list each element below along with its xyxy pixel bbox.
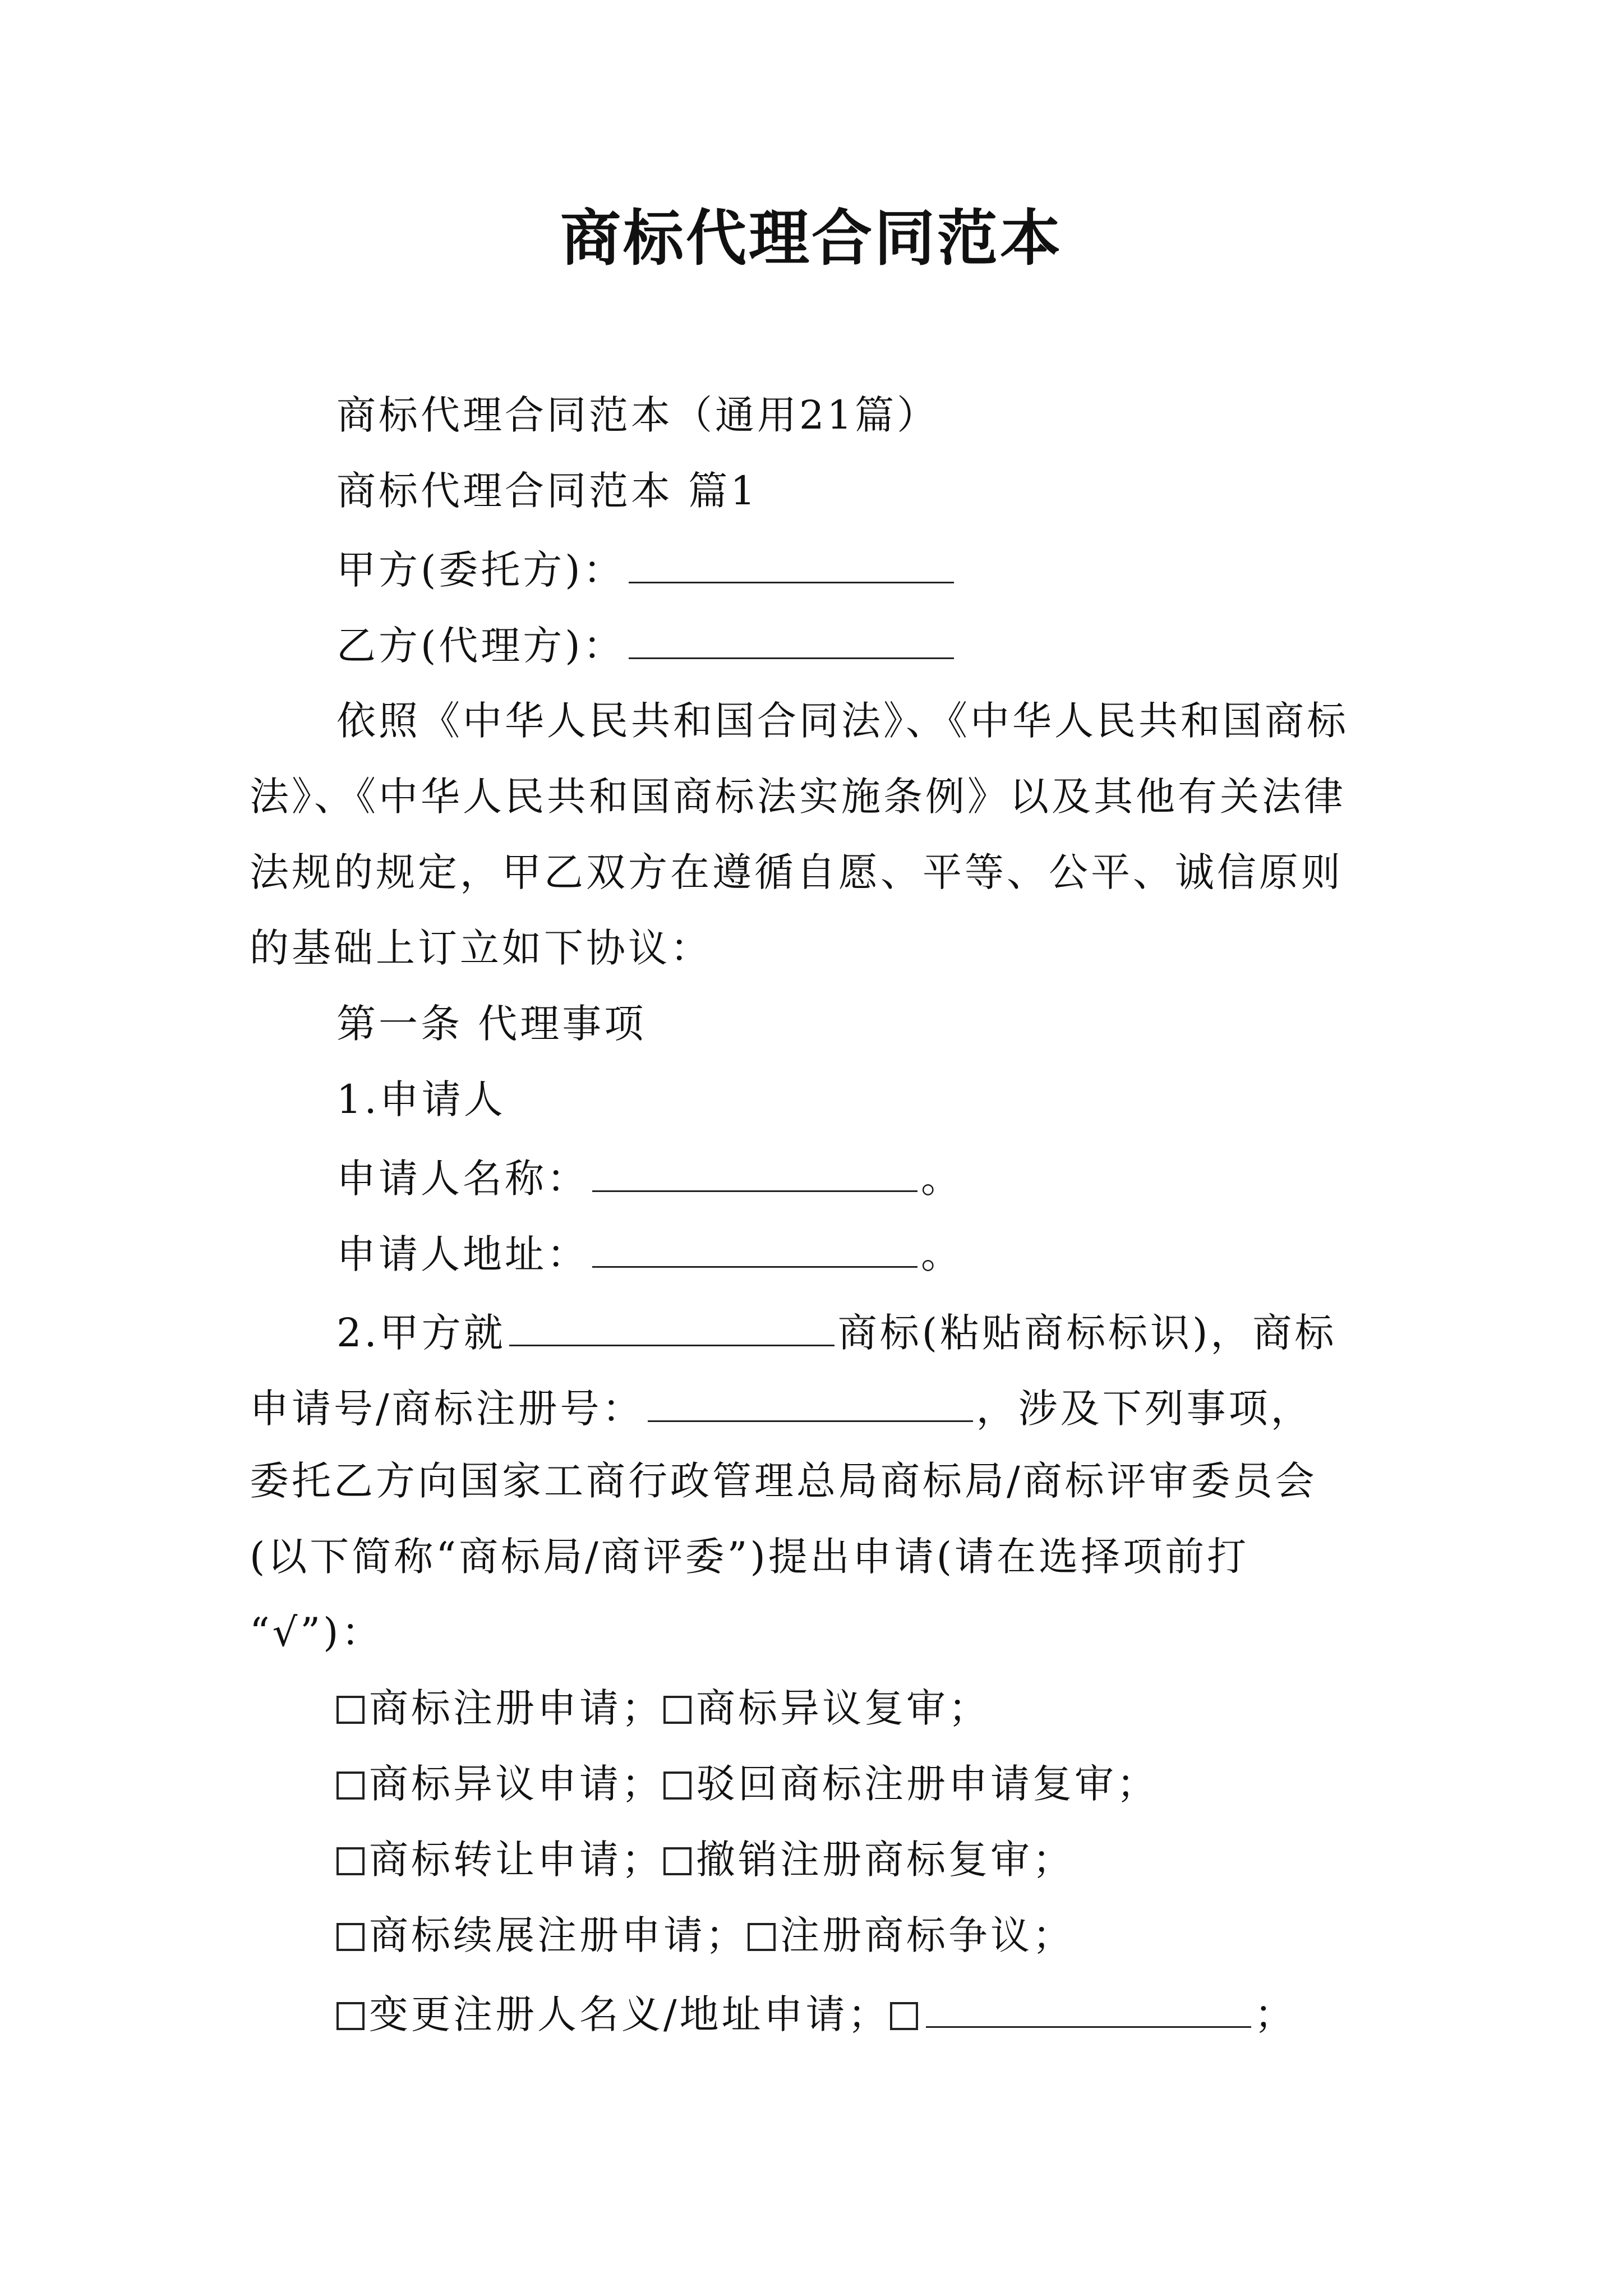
checkbox[interactable] bbox=[663, 1772, 691, 1800]
applicant-address-label: 申请人地址： bbox=[336, 1231, 589, 1277]
checklist-label: 注册商标争议； bbox=[780, 1912, 1075, 1958]
checklist-label: 商标异议申请； bbox=[369, 1761, 663, 1807]
item-2-line-1 bbox=[336, 1304, 1336, 1358]
applicant-address-period: 。 bbox=[921, 1231, 963, 1277]
checklist-row bbox=[336, 1834, 1075, 1885]
checkbox[interactable] bbox=[748, 1923, 776, 1951]
checkbox[interactable] bbox=[663, 1696, 691, 1724]
item-2-line-4: (以下简称“商标局/商评委”)提出申请(请在选择项前打 bbox=[250, 1534, 1249, 1580]
party-a-line bbox=[336, 541, 957, 595]
checkbox[interactable] bbox=[890, 2002, 918, 2030]
item-2-line-5: “√”)： bbox=[250, 1609, 384, 1655]
intro-line-4: 的基础上订立如下协议： bbox=[250, 925, 712, 971]
checkbox[interactable] bbox=[336, 1696, 365, 1724]
checkbox[interactable] bbox=[336, 1772, 365, 1800]
checkbox[interactable] bbox=[663, 1847, 691, 1875]
checkbox[interactable] bbox=[336, 2002, 365, 2030]
party-b-label: 乙方(代理方)： bbox=[336, 623, 625, 669]
part-heading: 商标代理合同范本 篇1 bbox=[336, 468, 758, 514]
applicant-name-blank bbox=[592, 1150, 917, 1192]
checkbox[interactable] bbox=[336, 1923, 365, 1951]
trademark-blank bbox=[509, 1304, 834, 1346]
checkbox[interactable] bbox=[336, 1847, 365, 1875]
checklist-row bbox=[336, 1759, 1159, 1809]
checklist-label: 商标异议复审； bbox=[696, 1685, 990, 1731]
last-line-end: ； bbox=[1254, 1991, 1297, 2037]
applicant-name-label: 申请人名称： bbox=[336, 1156, 589, 1202]
checklist-label: 商标续展注册申请； bbox=[369, 1912, 748, 1958]
party-b-line bbox=[336, 617, 957, 671]
party-b-blank bbox=[629, 617, 954, 659]
checklist-row bbox=[336, 1910, 1075, 1961]
item-2-line-2-suffix: ，涉及下列事项， bbox=[976, 1386, 1313, 1432]
checklist-row bbox=[336, 1683, 990, 1733]
item-2-line-3: 委托乙方向国家工商行政管理总局商标局/商标评审委员会 bbox=[250, 1458, 1317, 1504]
subtitle: 商标代理合同范本（通用21篇） bbox=[336, 392, 939, 438]
applicant-address-blank bbox=[592, 1226, 917, 1268]
checklist-label: 商标注册申请； bbox=[369, 1685, 663, 1731]
other-item-blank bbox=[926, 1986, 1251, 2028]
checklist-label: 商标转让申请； bbox=[369, 1837, 663, 1883]
document-title: 商标代理合同范本 bbox=[560, 203, 1063, 274]
item-2-line-2 bbox=[250, 1380, 1313, 1434]
item-2-suffix: 商标(粘贴商标标识)，商标 bbox=[837, 1310, 1337, 1356]
intro-line-3: 法规的规定，甲乙双方在遵循自愿、平等、公平、诚信原则 bbox=[250, 849, 1343, 895]
applicant-name-period: 。 bbox=[921, 1156, 963, 1202]
registration-number-blank bbox=[648, 1380, 973, 1422]
applicant-address-line bbox=[336, 1226, 963, 1280]
party-a-label: 甲方(委托方)： bbox=[336, 547, 625, 593]
checklist-row bbox=[336, 1986, 1297, 2040]
registration-number-label: 申请号/商标注册号： bbox=[250, 1386, 644, 1432]
intro-line-2: 法》、《中华人民共和国商标法实施条例》以及其他有关法律 bbox=[250, 774, 1346, 820]
applicant-name-line bbox=[336, 1150, 963, 1204]
checklist-label: 驳回商标注册申请复审； bbox=[696, 1761, 1159, 1807]
party-a-blank bbox=[629, 541, 954, 583]
item-1: 1.申请人 bbox=[336, 1076, 506, 1122]
item-2-prefix: 2.甲方就 bbox=[336, 1310, 506, 1356]
checklist-label: 变更注册人名义/地址申请； bbox=[369, 1991, 890, 2037]
article-1-heading: 第一条 代理事项 bbox=[336, 1001, 647, 1047]
intro-line-1: 依照《中华人民共和国合同法》、《中华人民共和国商标 bbox=[336, 698, 1349, 744]
checklist-label: 撤销注册商标复审； bbox=[696, 1837, 1075, 1883]
